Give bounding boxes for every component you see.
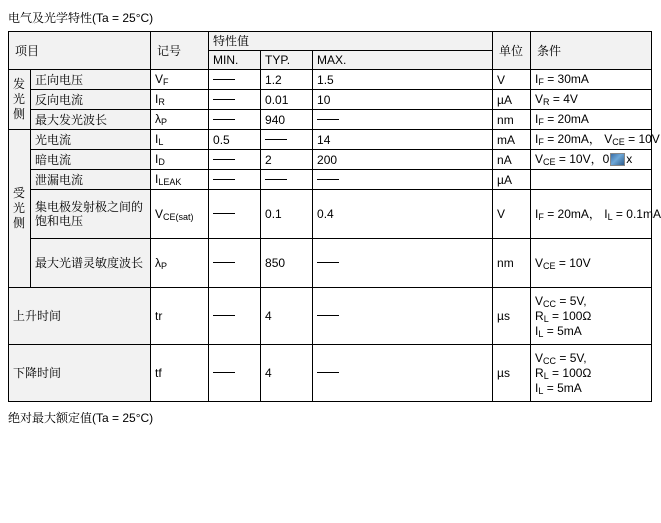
row-min-lambda-p2	[209, 239, 261, 288]
side-label-detector-text: 受光侧	[13, 186, 26, 230]
row-item-leakage-current: 泄漏电流	[31, 170, 151, 190]
row-max-tf	[313, 345, 493, 402]
row-max-tr	[313, 288, 493, 345]
row-item-forward-voltage: 正向电压	[31, 70, 151, 90]
row-unit-tf: µs	[493, 345, 531, 402]
row-max-ir: 10	[313, 90, 493, 110]
row-unit-lambda-p: nm	[493, 110, 531, 130]
header-typ: TYP.	[261, 51, 313, 70]
row-typ-ir: 0.01	[261, 90, 313, 110]
side-label-detector	[9, 130, 31, 288]
row-min-tf	[209, 345, 261, 402]
row-symbol-lambda-p: $\lambda_P$	[151, 110, 209, 130]
header-max: MAX.	[313, 51, 493, 70]
row-unit-tr: µs	[493, 288, 531, 345]
table-row	[9, 190, 652, 239]
row-condition-ir: $V_R = 4V$	[531, 90, 652, 110]
row-max-lambda-p2	[313, 239, 493, 288]
table-row	[9, 150, 652, 170]
inline-image-icon	[610, 153, 625, 166]
row-typ-vf: 1.2	[261, 70, 313, 90]
row-typ-id: 2	[261, 150, 313, 170]
table-caption-top: 电气及光学特性(Ta = 25°C)	[8, 11, 154, 25]
row-condition-lambda-p: $I_F = 20mA$	[531, 110, 652, 130]
row-typ-ileak	[261, 170, 313, 190]
row-unit-vcesat: V	[493, 190, 531, 239]
row-symbol-id: $I_D$	[151, 150, 209, 170]
table-row	[9, 170, 652, 190]
header-condition: 条件	[531, 32, 652, 70]
row-item-rise-time: 上升时间	[9, 288, 151, 345]
table-row	[9, 130, 652, 150]
row-unit-il: mA	[493, 130, 531, 150]
row-unit-ir: µA	[493, 90, 531, 110]
row-item-ce-saturation-voltage: 集电极发射极之间的饱和电压	[31, 190, 151, 239]
electrical-optical-characteristics-table	[8, 31, 661, 402]
row-unit-ileak: µA	[493, 170, 531, 190]
row-condition-tr: $V_{CC} = 5V$, $R_L = 100\Omega$ $I_L = 5mA$	[531, 288, 652, 345]
row-min-lambda-p	[209, 110, 261, 130]
row-symbol-vf: $V_F$	[151, 70, 209, 90]
row-symbol-lambda-p2: $\lambda_P$	[151, 239, 209, 288]
row-typ-tr: 4	[261, 288, 313, 345]
row-condition-vcesat: $I_F = 20mA$， $I_L = 0.1mA$	[531, 190, 652, 239]
row-max-il: 14	[313, 130, 493, 150]
table-row	[9, 239, 652, 288]
row-typ-lambda-p: 940	[261, 110, 313, 130]
table-row	[9, 345, 652, 402]
row-symbol-ileak: $I_{LEAK}$	[151, 170, 209, 190]
row-item-peak-emission-wavelength: 最大发光波长	[31, 110, 151, 130]
row-max-lambda-p	[313, 110, 493, 130]
header-symbol: 记号	[151, 32, 209, 70]
row-symbol-il: $I_L$	[151, 130, 209, 150]
row-unit-lambda-p2: nm	[493, 239, 531, 288]
row-typ-lambda-p2: 850	[261, 239, 313, 288]
table-caption-bottom: 绝对最大额定值(Ta = 25°C)	[8, 411, 154, 425]
row-min-il: 0.5	[209, 130, 261, 150]
table-row	[9, 70, 652, 90]
row-condition-ileak	[531, 170, 652, 190]
row-item-reverse-current: 反向电流	[31, 90, 151, 110]
row-max-vf: 1.5	[313, 70, 493, 90]
row-min-vf	[209, 70, 261, 90]
side-label-emitter-text: 发光侧	[13, 77, 26, 121]
row-unit-vf: V	[493, 70, 531, 90]
table-row	[9, 288, 652, 345]
table-header-row-1	[9, 32, 652, 51]
table-row	[9, 110, 652, 130]
side-label-emitter	[9, 70, 31, 130]
row-item-fall-time: 下降时间	[9, 345, 151, 402]
row-min-vcesat	[209, 190, 261, 239]
row-max-ileak	[313, 170, 493, 190]
row-condition-id: $V_{CE} = 10V$，0 x	[531, 150, 652, 170]
header-values-group: 特性值	[209, 32, 493, 51]
row-min-tr	[209, 288, 261, 345]
header-min: MIN.	[209, 51, 261, 70]
row-symbol-tr: tr	[151, 288, 209, 345]
row-max-id: 200	[313, 150, 493, 170]
row-max-vcesat: 0.4	[313, 190, 493, 239]
row-typ-il	[261, 130, 313, 150]
row-symbol-tf: tf	[151, 345, 209, 402]
row-min-ir	[209, 90, 261, 110]
table-row	[9, 90, 652, 110]
row-min-ileak	[209, 170, 261, 190]
row-min-id	[209, 150, 261, 170]
row-condition-vf: $I_F = 30mA$	[531, 70, 652, 90]
row-item-dark-current: 暗电流	[31, 150, 151, 170]
header-unit: 单位	[493, 32, 531, 70]
row-item-light-current: 光电流	[31, 130, 151, 150]
row-symbol-ir: $I_R$	[151, 90, 209, 110]
row-item-peak-sensitivity-wavelength: 最大光谱灵敏度波长	[31, 239, 151, 288]
header-item: 项目	[9, 32, 151, 70]
row-condition-tf: $V_{CC} = 5V$, $R_L = 100\Omega$ $I_L = 5mA$	[531, 345, 652, 402]
row-typ-vcesat: 0.1	[261, 190, 313, 239]
row-unit-id: nA	[493, 150, 531, 170]
row-condition-il: $I_F = 20mA$， $V_{CE} = 10V$	[531, 130, 652, 150]
row-symbol-vcesat: $V_{CE(sat)}$	[151, 190, 209, 239]
row-condition-lambda-p2: $V_{CE} = 10V$	[531, 239, 652, 288]
row-typ-tf: 4	[261, 345, 313, 402]
